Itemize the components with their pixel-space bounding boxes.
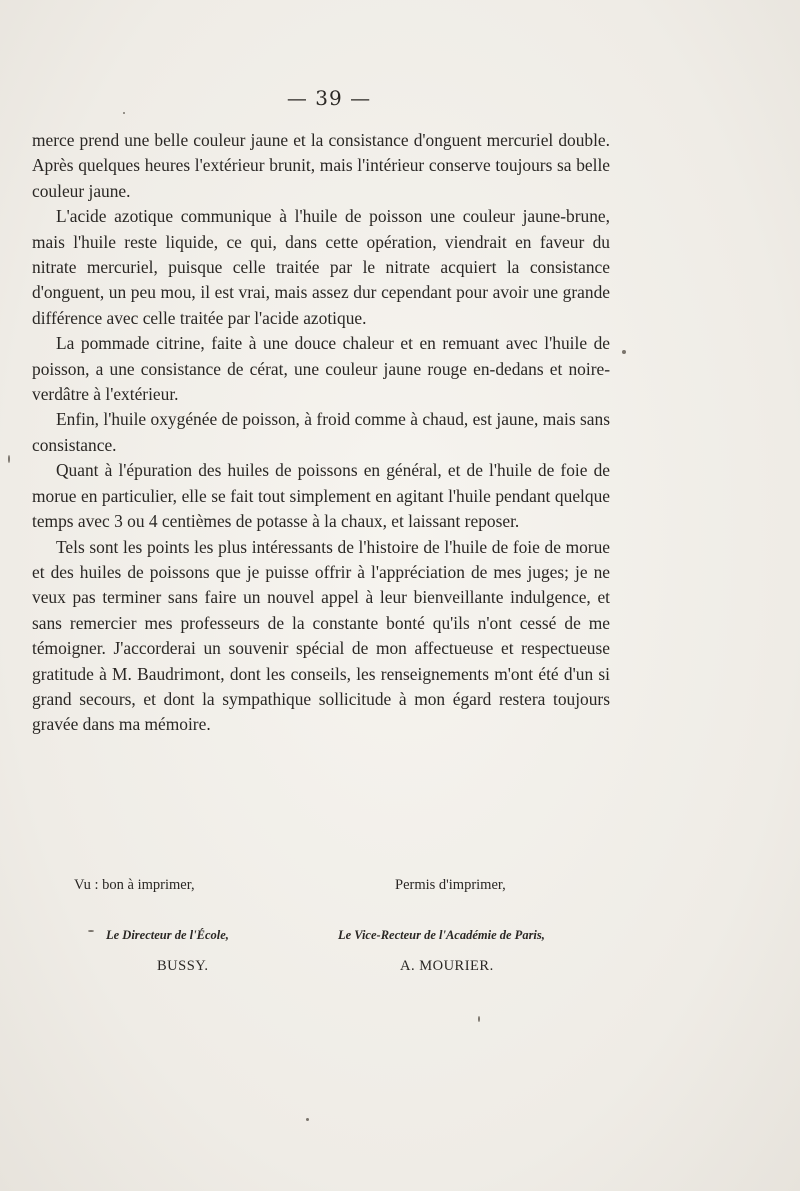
speck — [8, 455, 10, 463]
approval-label: Vu : bon à imprimer, — [74, 877, 195, 893]
body-text — [32, 128, 610, 738]
permis-label: Permis d'imprimer, — [395, 877, 506, 893]
vice-rector-title: Le Vice-Recteur de l'Académie de Paris, — [338, 928, 545, 942]
speck — [88, 930, 94, 932]
page-number: — 39 — — [286, 86, 372, 110]
director-name: BUSSY. — [157, 958, 209, 974]
paragraph-6: Tels sont les points les plus intéressants de l'histoire de l'huile de foie de morue et des huiles de poissons que je puisse offrir à l'appréciation de mes juges; je ne veux pas terminer sans faire un nouvel appel à leur bienveillante indulgence, et sans remercier mes professeurs de la constante bonté qu'ils n'ont cessé de me témoigner. J'accorderai un souvenir spécial de mon affectueuse et respectueuse gratitude à M. Baudrimont, dont les conseils, les renseignements m'ont été d'un si grand secours, et dont la sympathique sollicitude à mon égard restera toujours gravée dans ma mémoire. — [32, 536, 610, 735]
speck — [478, 1016, 480, 1022]
paragraph-4: Enfin, l'huile oxygénée de poisson, à froid comme à chaud, est jaune, mais sans consistance. — [32, 409, 610, 455]
director-title: Le Directeur de l'École, — [106, 928, 229, 942]
speck — [123, 112, 125, 114]
paragraph-5: Quant à l'épuration des huiles de poissons en général, et de l'huile de foie de morue en particulier, elle se fait tout simplement en agitant l'huile pendant quelque temps avec 3 ou 4 centièmes de potasse à la chaux, et laissant reposer. — [32, 460, 610, 532]
paragraph-3: La pommade citrine, faite à une douce chaleur et en remuant avec l'huile de poisson, a une consistance de cérat, une couleur jaune rouge en-dedans et noire-verdâtre à l'extérieur. — [32, 333, 610, 405]
speck — [622, 350, 626, 354]
paragraph-2: L'acide azotique communique à l'huile de poisson une couleur jaune-brune, mais l'huile reste liquide, ce qui, dans cette opération, viendrait en faveur du nitrate mercuriel, puisque celle traitée par le nitrate acquiert la consistance d'onguent, un peu mou, il est vrai, mais assez dur cependant pour avoir une grande différence avec celle traitée par l'acide azotique. — [32, 206, 610, 328]
paragraph-1: merce prend une belle couleur jaune et la consistance d'onguent mercuriel double. Après quelques heures l'extérieur brunit, mais l'intérieur conserve toujours sa belle couleur jaune. — [32, 130, 610, 201]
speck — [306, 1118, 309, 1121]
vice-rector-name: A. MOURIER. — [400, 958, 494, 974]
